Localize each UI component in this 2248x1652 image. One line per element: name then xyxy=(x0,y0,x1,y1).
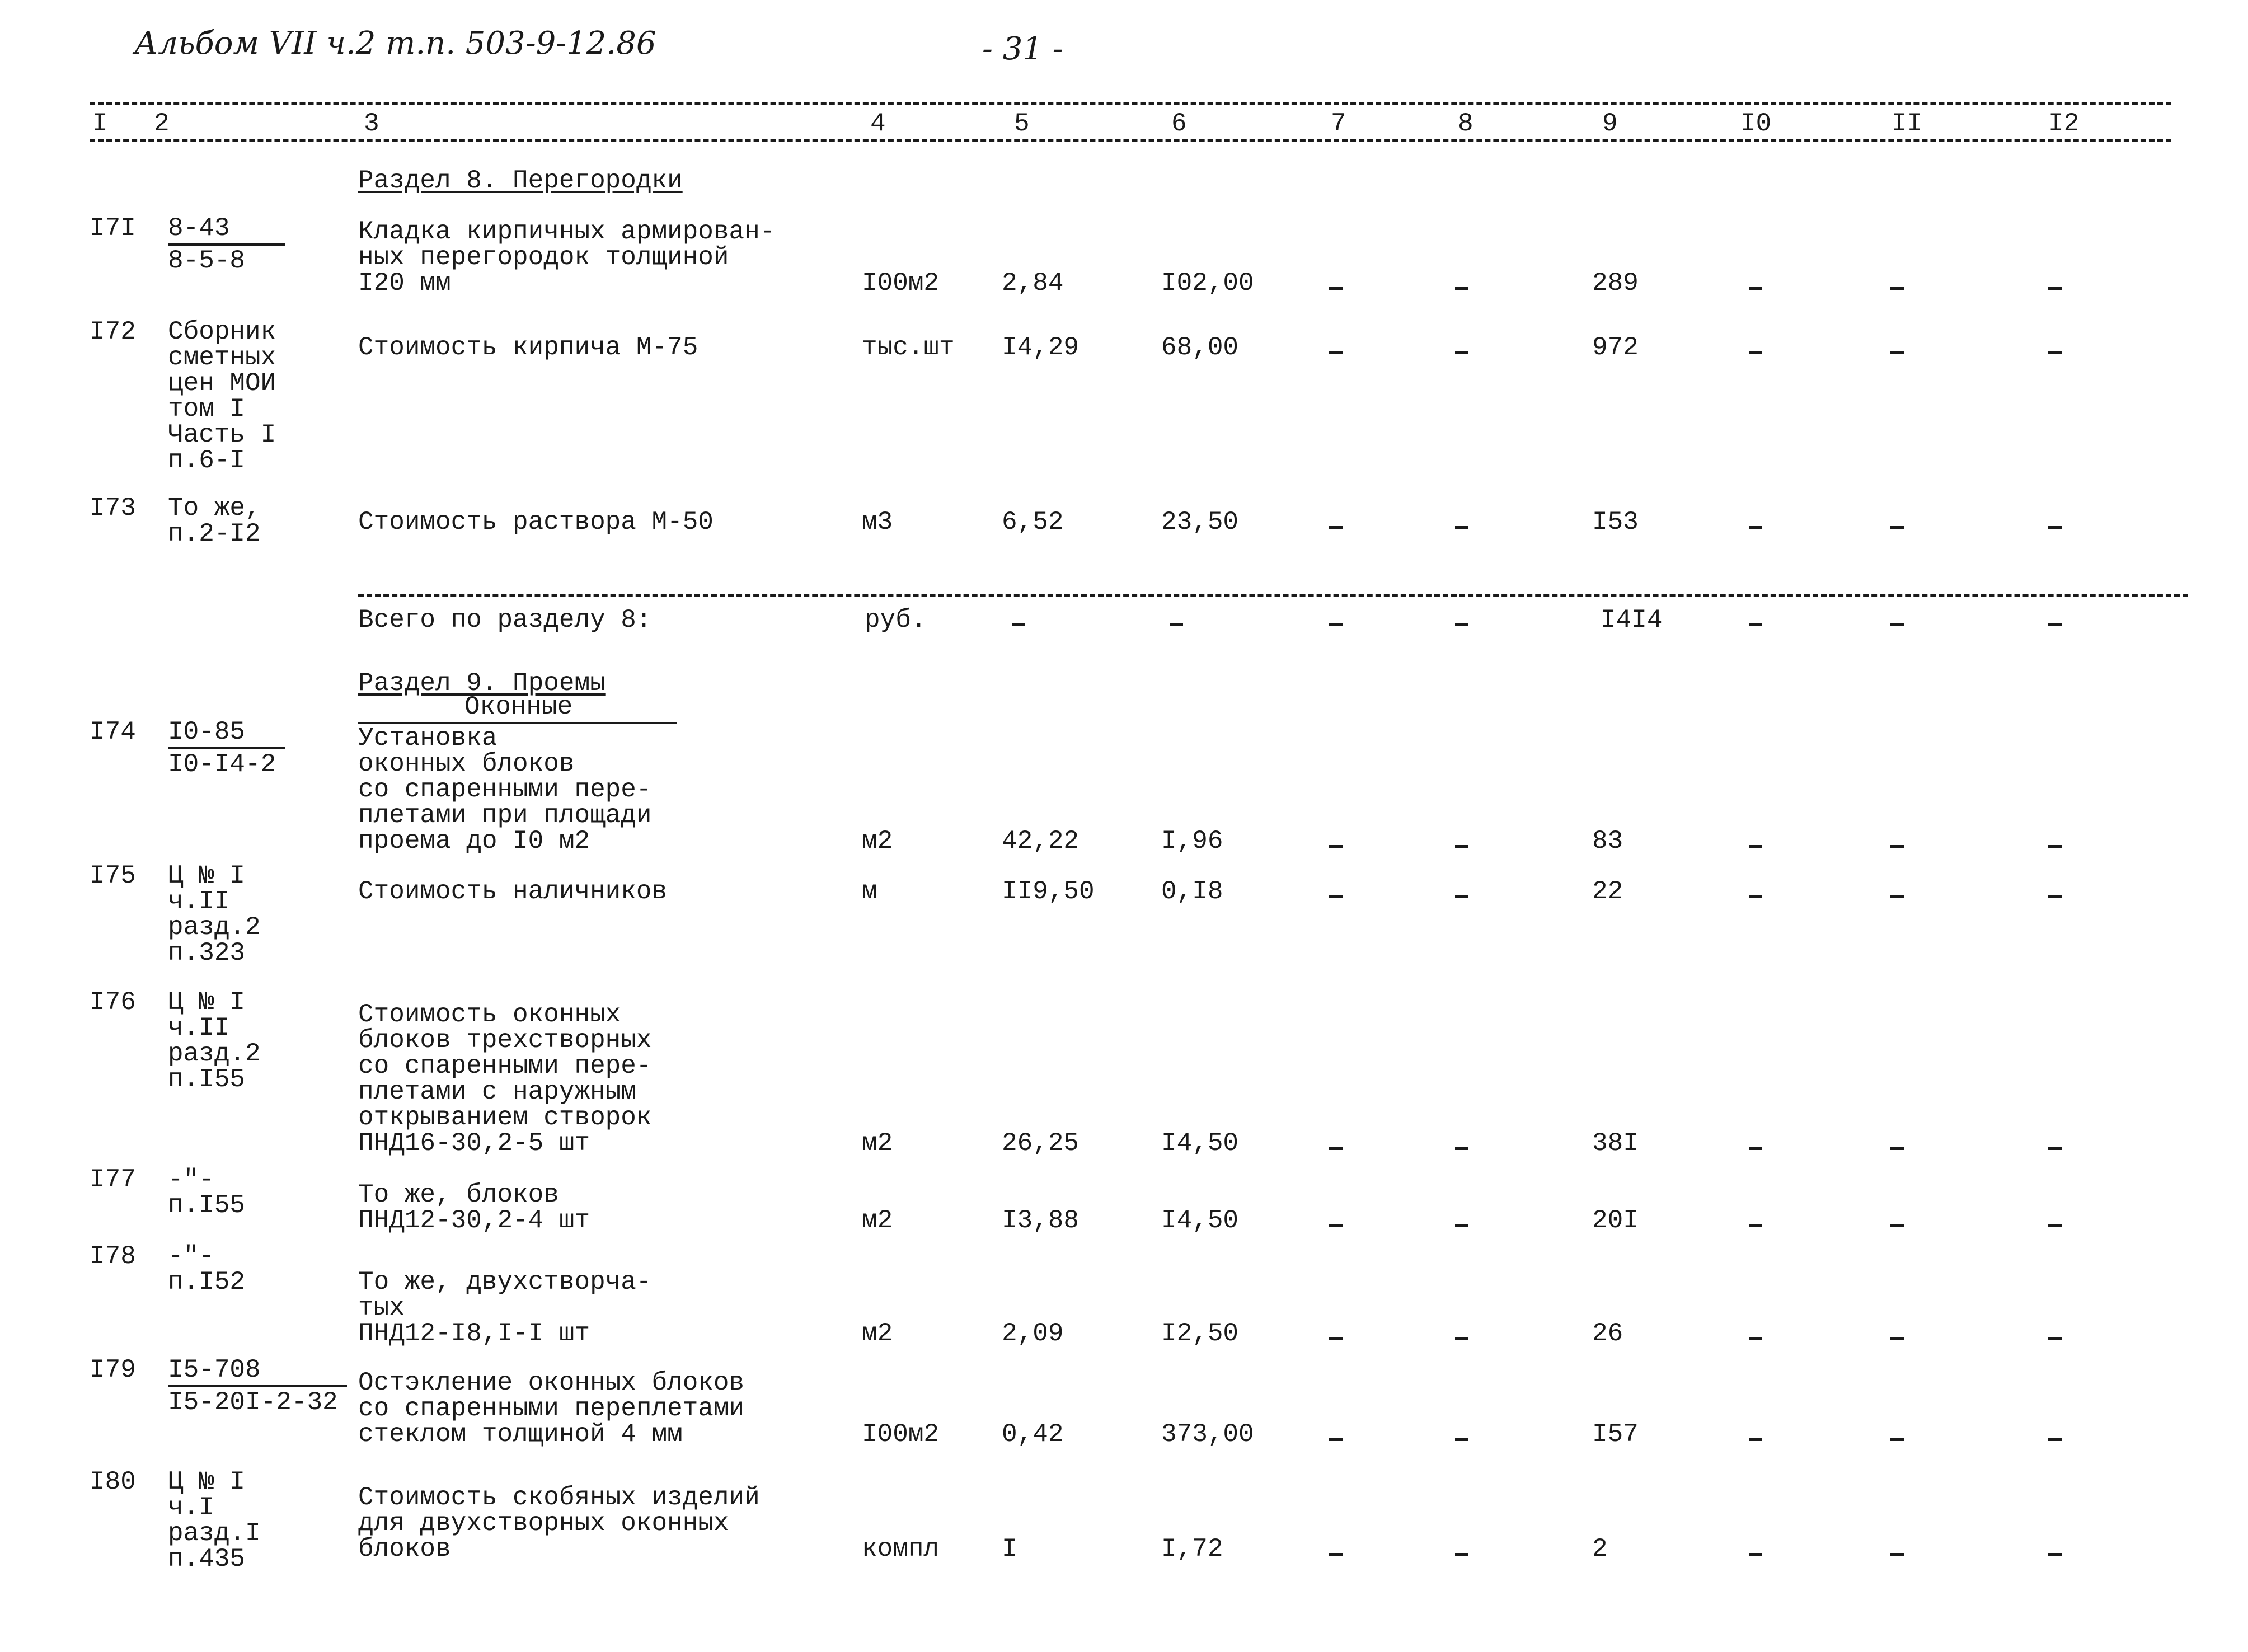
col-num-10: I0 xyxy=(1740,109,1772,138)
section-9-underline xyxy=(358,722,677,724)
row-description: ПНД16-30,2-5 шт xyxy=(358,1129,590,1158)
empty-cell-dash xyxy=(1749,1553,1762,1556)
row-unit-price: I,72 xyxy=(1161,1534,1223,1564)
section-8-total-unit: руб. xyxy=(865,606,927,635)
row-total: 83 xyxy=(1592,827,1623,856)
empty-cell-dash xyxy=(1455,1553,1468,1556)
empty-cell-dash xyxy=(1749,1438,1762,1441)
row-number: I79 xyxy=(90,1355,136,1385)
row-reference: ч.II xyxy=(168,1013,230,1043)
row-unit-price: I4,50 xyxy=(1161,1206,1239,1235)
row-description: стеклом толщиной 4 мм xyxy=(358,1420,683,1449)
empty-cell-dash xyxy=(1890,1147,1904,1150)
row-unit: м3 xyxy=(862,508,893,537)
row-unit: м2 xyxy=(862,1319,893,1348)
empty-cell-dash xyxy=(1455,351,1468,354)
row-reference: разд.2 xyxy=(168,913,261,942)
subtotal-rule xyxy=(358,594,2188,597)
empty-cell-dash xyxy=(1455,287,1468,290)
col-num-1: I xyxy=(92,109,108,138)
section-8-title: Раздел 8. Перегородки xyxy=(358,166,683,195)
dash-qty xyxy=(1012,623,1025,626)
row-description: ПНД12-30,2-4 шт xyxy=(358,1206,590,1235)
row-number: I72 xyxy=(90,317,136,346)
row-description: Кладка кирпичных армирован- xyxy=(358,217,776,246)
row-reference: ч.I xyxy=(168,1493,214,1522)
empty-cell-dash xyxy=(2048,845,2062,848)
row-description: для двухстворных оконных xyxy=(358,1509,729,1538)
row-unit-price: 68,00 xyxy=(1161,333,1239,362)
empty-cell-dash xyxy=(1455,1147,1468,1150)
empty-cell-dash xyxy=(1890,526,1904,529)
section-9-title: Раздел 9. Проемы xyxy=(358,669,606,698)
row-reference: То же, xyxy=(168,494,261,523)
album-reference: Альбом VII ч.2 т.п. 503-9-12.86 xyxy=(134,25,656,62)
row-reference: 8-5-8 xyxy=(168,246,246,275)
row-reference: том I xyxy=(168,395,246,424)
row-reference: п.I55 xyxy=(168,1191,246,1220)
empty-cell-dash xyxy=(1749,1337,1762,1340)
row-total: 289 xyxy=(1592,269,1639,298)
row-description: Стоимость раствора М-50 xyxy=(358,508,714,537)
row-quantity: 2,84 xyxy=(1002,269,1064,298)
row-quantity: 2,09 xyxy=(1002,1319,1064,1348)
row-reference: п.435 xyxy=(168,1545,246,1574)
row-description: блоков xyxy=(358,1534,451,1564)
row-reference: сметных xyxy=(168,343,276,372)
col-num-11: II xyxy=(1892,109,1923,138)
col-num-2: 2 xyxy=(154,109,170,138)
row-unit-price: 23,50 xyxy=(1161,508,1239,537)
row-unit: I00м2 xyxy=(862,1420,940,1449)
header-rule xyxy=(90,139,2171,142)
row-reference: цен МОИ xyxy=(168,369,276,398)
row-reference: п.I52 xyxy=(168,1268,246,1297)
row-reference: п.6-I xyxy=(168,446,246,475)
empty-cell-dash xyxy=(2048,1553,2062,1556)
row-reference: разд.2 xyxy=(168,1039,261,1068)
page-number: - 31 - xyxy=(982,31,1063,67)
row-unit-price: 0,I8 xyxy=(1161,877,1223,906)
row-description: проема до I0 м2 xyxy=(358,827,590,856)
empty-cell-dash xyxy=(2048,1337,2062,1340)
row-description: тых xyxy=(358,1293,405,1322)
empty-cell-dash xyxy=(2048,351,2062,354)
col-num-4: 4 xyxy=(870,109,886,138)
empty-cell-dash xyxy=(1890,351,1904,354)
empty-cell-dash xyxy=(1890,845,1904,848)
empty-cell-dash xyxy=(1455,1438,1468,1441)
reference-divider xyxy=(168,747,285,749)
section-8-total-label: Всего по разделу 8: xyxy=(358,606,652,635)
row-quantity: II9,50 xyxy=(1002,877,1095,906)
row-unit: м xyxy=(862,877,877,906)
row-reference: Ц № I xyxy=(168,1467,246,1496)
row-description: открыванием створок xyxy=(358,1103,652,1132)
row-total: 26 xyxy=(1592,1319,1623,1348)
empty-cell-dash xyxy=(1455,1224,1468,1227)
empty-cell-dash xyxy=(2048,526,2062,529)
row-total: I53 xyxy=(1592,508,1639,537)
row-number: I78 xyxy=(90,1242,136,1271)
section-9-subtitle: Оконные xyxy=(464,692,573,721)
dash-c11 xyxy=(1890,623,1904,626)
empty-cell-dash xyxy=(1329,1438,1343,1441)
row-total: 38I xyxy=(1592,1129,1639,1158)
empty-cell-dash xyxy=(1455,845,1468,848)
empty-cell-dash xyxy=(2048,287,2062,290)
row-reference: разд.I xyxy=(168,1519,261,1548)
row-description: со спаренными пере- xyxy=(358,1052,652,1081)
empty-cell-dash xyxy=(1890,1553,1904,1556)
row-description: Стоимость кирпича М-75 xyxy=(358,333,698,362)
reference-divider xyxy=(168,1385,347,1387)
empty-cell-dash xyxy=(1329,845,1343,848)
row-description: оконных блоков xyxy=(358,749,575,778)
empty-cell-dash xyxy=(1749,351,1762,354)
row-description: Остэкление оконных блоков xyxy=(358,1368,745,1397)
col-num-5: 5 xyxy=(1014,109,1030,138)
row-description: I20 мм xyxy=(358,269,451,298)
row-reference: I0-85 xyxy=(168,717,246,747)
empty-cell-dash xyxy=(1749,287,1762,290)
dash-c8 xyxy=(1455,623,1468,626)
dash-c7 xyxy=(1329,623,1343,626)
empty-cell-dash xyxy=(1329,1224,1343,1227)
empty-cell-dash xyxy=(1455,1337,1468,1340)
row-quantity: I xyxy=(1002,1534,1017,1564)
row-reference: Часть I xyxy=(168,420,276,449)
row-quantity: 42,22 xyxy=(1002,827,1080,856)
row-unit-price: I2,50 xyxy=(1161,1319,1239,1348)
row-reference: Ц № I xyxy=(168,861,246,890)
row-quantity: 26,25 xyxy=(1002,1129,1080,1158)
row-unit: тыс.шт xyxy=(862,333,955,362)
empty-cell-dash xyxy=(1749,845,1762,848)
empty-cell-dash xyxy=(1329,287,1343,290)
row-quantity: 6,52 xyxy=(1002,508,1064,537)
empty-cell-dash xyxy=(1749,895,1762,898)
dash-c10 xyxy=(1749,623,1762,626)
row-reference: Ц № I xyxy=(168,988,246,1017)
col-num-3: 3 xyxy=(364,109,379,138)
empty-cell-dash xyxy=(1329,895,1343,898)
col-num-9: 9 xyxy=(1602,109,1618,138)
empty-cell-dash xyxy=(1890,1438,1904,1441)
row-unit: I00м2 xyxy=(862,269,940,298)
row-reference: I0-I4-2 xyxy=(168,750,276,779)
empty-cell-dash xyxy=(1749,1224,1762,1227)
col-num-12: I2 xyxy=(2048,109,2080,138)
row-quantity: I3,88 xyxy=(1002,1206,1080,1235)
row-total: 20I xyxy=(1592,1206,1639,1235)
col-num-7: 7 xyxy=(1331,109,1346,138)
row-number: I7I xyxy=(90,214,136,243)
row-quantity: 0,42 xyxy=(1002,1420,1064,1449)
empty-cell-dash xyxy=(1329,1553,1343,1556)
row-total: 2 xyxy=(1592,1534,1608,1564)
top-rule xyxy=(90,102,2171,105)
row-unit-price: 373,00 xyxy=(1161,1420,1254,1449)
row-description: плетами при площади xyxy=(358,801,652,830)
row-total: 972 xyxy=(1592,333,1639,362)
empty-cell-dash xyxy=(1329,526,1343,529)
empty-cell-dash xyxy=(1455,895,1468,898)
empty-cell-dash xyxy=(1455,526,1468,529)
row-quantity: I4,29 xyxy=(1002,333,1080,362)
row-description: ПНД12-I8,I-I шт xyxy=(358,1319,590,1348)
row-unit-price: I4,50 xyxy=(1161,1129,1239,1158)
row-reference: I5-20I-2-32 xyxy=(168,1388,338,1417)
row-reference: п.2-I2 xyxy=(168,519,261,548)
row-reference: I5-708 xyxy=(168,1355,261,1385)
row-number: I80 xyxy=(90,1467,136,1496)
row-reference: 8-43 xyxy=(168,214,230,243)
col-num-6: 6 xyxy=(1171,109,1187,138)
row-reference: ч.II xyxy=(168,887,230,916)
row-total: I57 xyxy=(1592,1420,1639,1449)
empty-cell-dash xyxy=(1890,1337,1904,1340)
row-description: блоков трехстворных xyxy=(358,1026,652,1055)
row-reference: Сборник xyxy=(168,317,276,346)
row-description: Установка xyxy=(358,724,498,753)
empty-cell-dash xyxy=(1329,1337,1343,1340)
row-unit: м2 xyxy=(862,827,893,856)
row-description: То же, блоков xyxy=(358,1180,559,1209)
reference-divider xyxy=(168,243,285,246)
empty-cell-dash xyxy=(1890,895,1904,898)
row-description: Стоимость наличников xyxy=(358,877,668,906)
row-description: Стоимость оконных xyxy=(358,1000,621,1029)
row-number: I75 xyxy=(90,861,136,890)
row-description: со спаренными переплетами xyxy=(358,1394,745,1423)
row-reference: -"- xyxy=(168,1165,214,1194)
empty-cell-dash xyxy=(2048,1224,2062,1227)
row-description: ных перегородок толщиной xyxy=(358,243,729,272)
row-description: То же, двухстворча- xyxy=(358,1268,652,1297)
dash-c12 xyxy=(2048,623,2062,626)
dash-price xyxy=(1170,623,1183,626)
row-unit: м2 xyxy=(862,1206,893,1235)
empty-cell-dash xyxy=(1890,1224,1904,1227)
col-num-8: 8 xyxy=(1458,109,1473,138)
row-unit: м2 xyxy=(862,1129,893,1158)
empty-cell-dash xyxy=(2048,895,2062,898)
row-number: I74 xyxy=(90,717,136,747)
empty-cell-dash xyxy=(1329,1147,1343,1150)
row-reference: -"- xyxy=(168,1242,214,1271)
row-number: I76 xyxy=(90,988,136,1017)
row-number: I77 xyxy=(90,1165,136,1194)
empty-cell-dash xyxy=(1749,1147,1762,1150)
row-description: Стоимость скобяных изделий xyxy=(358,1483,760,1512)
row-description: со спаренными пере- xyxy=(358,775,652,804)
row-total: 22 xyxy=(1592,877,1623,906)
row-unit-price: I,96 xyxy=(1161,827,1223,856)
row-number: I73 xyxy=(90,494,136,523)
section-8-total-value: I4I4 xyxy=(1601,606,1663,635)
empty-cell-dash xyxy=(1329,351,1343,354)
empty-cell-dash xyxy=(2048,1438,2062,1441)
empty-cell-dash xyxy=(1749,526,1762,529)
row-description: плетами с наружным xyxy=(358,1077,636,1106)
row-unit: компл xyxy=(862,1534,940,1564)
empty-cell-dash xyxy=(1890,287,1904,290)
row-reference: п.I55 xyxy=(168,1065,246,1094)
empty-cell-dash xyxy=(2048,1147,2062,1150)
row-unit-price: I02,00 xyxy=(1161,269,1254,298)
row-reference: п.323 xyxy=(168,938,246,968)
